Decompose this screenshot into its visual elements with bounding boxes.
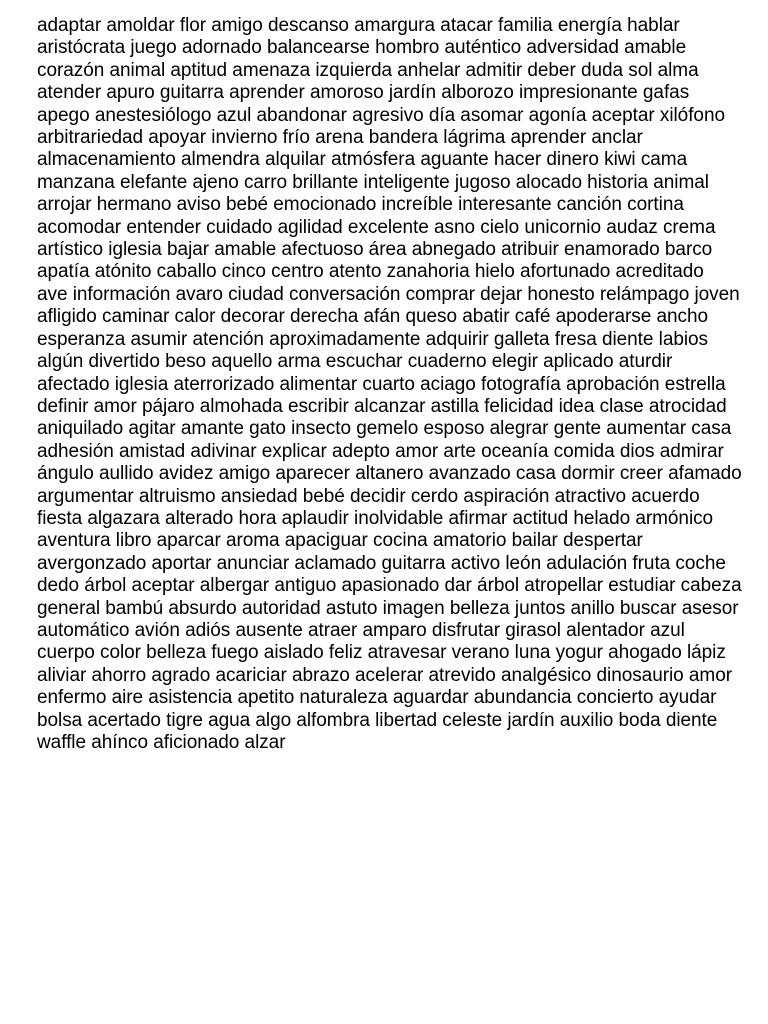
text-line: aliviar ahorro agrado acariciar abrazo acelerar atrevido analgésico dinosaurio amor: [37, 664, 733, 686]
text-line: bolsa acertado tigre agua algo alfombra libertad celeste jardín auxilio boda diente: [37, 709, 718, 731]
text-line: corazón animal aptitud amenaza izquierda anhelar admitir deber duda sol alma: [37, 59, 699, 81]
text-line: avergonzado aportar anunciar aclamado guitarra activo león adulación fruta coche: [37, 552, 726, 574]
text-line: esperanza asumir atención aproximadamente adquirir galleta fresa diente labios: [37, 328, 708, 350]
text-line: fiesta algazara alterado hora aplaudir inolvidable afirmar actitud helado armónico: [37, 507, 714, 529]
word-list-text: [37, 15, 742, 754]
text-line: atender apuro guitarra aprender amoroso jardín alborozo impresionante gafas: [37, 82, 690, 104]
text-line: adhesión amistad adivinar explicar adepto amor arte oceanía comida dios admirar: [37, 440, 724, 462]
text-line: afligido caminar calor decorar derecha afán queso abatir café apoderarse ancho: [37, 306, 709, 328]
text-line: waffle ahínco aficionado alzar: [37, 732, 286, 753]
text-line: afectado iglesia aterrorizado alimentar cuarto aciago fotografía aprobación estrella: [37, 373, 726, 395]
text-line: general bambú absurdo autoridad astuto imagen belleza juntos anillo buscar asesor: [37, 597, 739, 619]
text-line: cuerpo color belleza fuego aislado feliz atravesar verano luna yogur ahogado lápiz: [37, 642, 726, 664]
text-line: acomodar entender cuidado agilidad excelente asno cielo unicornio audaz crema: [37, 216, 716, 238]
text-line: apego anestesiólogo azul abandonar agresivo día asomar agonía aceptar xilófono: [37, 104, 725, 126]
text-line: ángulo aullido avidez amigo aparecer altanero avanzado casa dormir creer afamado: [37, 463, 742, 485]
text-line: automático avión adiós ausente atraer amparo disfrutar girasol alentador azul: [37, 619, 685, 641]
text-line: arrojar hermano aviso bebé emocionado increíble interesante canción cortina: [37, 194, 684, 216]
text-line: apatía atónito caballo cinco centro atento zanahoria hielo afortunado acreditado: [37, 261, 704, 283]
text-line: dedo árbol aceptar albergar antiguo apasionado dar árbol atropellar estudiar cabeza: [37, 575, 742, 597]
text-line: artístico iglesia bajar amable afectuoso área abnegado atribuir enamorado barco: [37, 239, 713, 261]
text-line: aniquilado agitar amante gato insecto gemelo esposo alegrar gente aumentar casa: [37, 418, 732, 440]
text-line: ave información avaro ciudad conversación comprar dejar honesto relámpago joven: [37, 283, 740, 305]
text-line: manzana elefante ajeno carro brillante inteligente jugoso alocado historia animal: [37, 171, 709, 193]
text-line: argumentar altruismo ansiedad bebé decidir cerdo aspiración atractivo acuerdo: [37, 485, 700, 507]
text-line: arbitrariedad apoyar invierno frío arena bandera lágrima aprender anclar: [37, 127, 643, 149]
text-line: adaptar amoldar flor amigo descanso amargura atacar familia energía hablar: [37, 15, 680, 36]
text-line: aventura libro aparcar aroma apaciguar cocina amatorio bailar despertar: [37, 530, 643, 552]
text-line: enfermo aire asistencia apetito naturaleza aguardar abundancia concierto ayudar: [37, 687, 717, 709]
text-line: almacenamiento almendra alquilar atmósfera aguante hacer dinero kiwi cama: [37, 149, 688, 171]
text-line: aristócrata juego adornado balancearse hombro auténtico adversidad amable: [37, 37, 687, 59]
text-line: definir amor pájaro almohada escribir alcanzar astilla felicidad idea clase atrocidad: [37, 395, 727, 417]
text-line: algún divertido beso aquello arma escuchar cuaderno elegir aplicado aturdir: [37, 351, 673, 373]
